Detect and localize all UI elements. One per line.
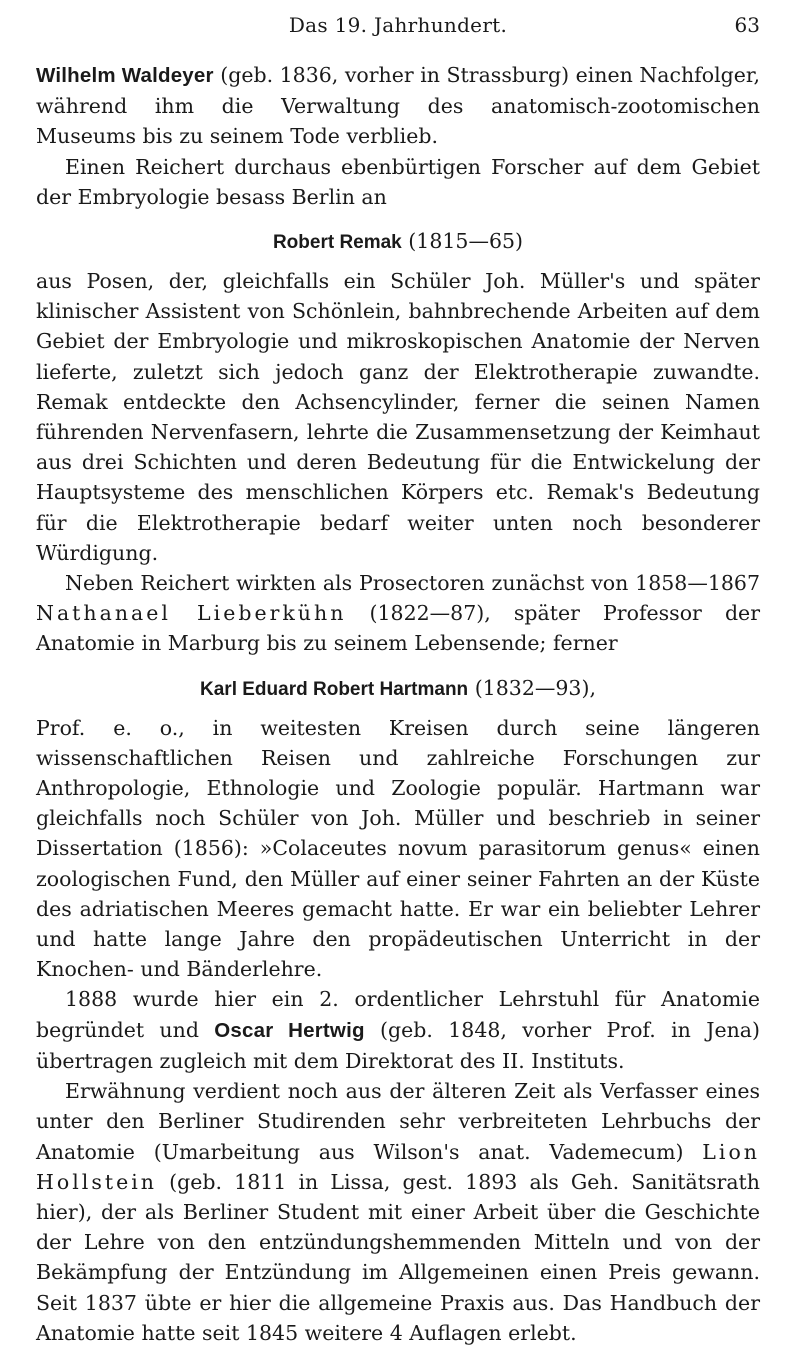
person-name-lieberkuehn: Nathanael Lieberkühn bbox=[36, 601, 347, 626]
page-number: 63 bbox=[734, 13, 760, 37]
paragraph-hartmann bbox=[36, 713, 760, 985]
running-header bbox=[36, 10, 760, 40]
book-page bbox=[36, 10, 760, 1348]
paragraph-text: Einen Reichert durchaus ebenbürtigen Forscher auf dem Gebiet der Embryologie besass Berlin an bbox=[36, 154, 760, 209]
paragraph-lieberkuehn bbox=[36, 568, 760, 659]
paragraph-waldeyer bbox=[36, 60, 760, 152]
paragraph-hertwig bbox=[36, 984, 760, 1076]
paragraph-text: Neben Reichert wirkten als Prosectoren zunächst von 1858—1867 bbox=[65, 571, 760, 596]
running-title: Das 19. Jahrhundert. bbox=[288, 13, 508, 37]
section-heading-remak bbox=[36, 226, 760, 258]
paragraph-text: 1888 wurde hier ein 2. ordentlicher Lehrstuhl für Anatomie begründet und bbox=[36, 987, 760, 1042]
paragraph-remak-intro bbox=[36, 152, 760, 212]
paragraph-text: Erwähnung verdient noch aus der älteren Zeit als Verfasser eines unter den Berliner Studirenden sehr verbreiteten Lehrbuchs der Anatomie (Umarbeitung aus Wilson's anat. Vademecum) bbox=[36, 1079, 760, 1164]
heading-dates: (1815—65) bbox=[401, 229, 524, 254]
paragraph-text: (geb. 1848, vorher Prof. in Jena) übertragen zugleich mit dem Direktorat des II. Instituts. bbox=[36, 1017, 760, 1073]
section-heading-hartmann bbox=[36, 673, 760, 705]
person-name-hertwig: Oscar Hertwig bbox=[214, 1018, 365, 1042]
paragraph-remak bbox=[36, 266, 760, 568]
paragraph-text: (1822—87), später Professor der Anatomie in Marburg bis zu seinem Lebensende; ferner bbox=[36, 601, 760, 656]
person-name-hartmann: Karl Eduard Robert Hartmann bbox=[200, 678, 469, 700]
paragraph-text: (geb. 1811 in Lissa, gest. 1893 als Geh. Sanitätsrath hier), der als Berliner Student mit einer Arbeit über die Geschichte der Lehre von den entzündungshemmenden Mitteln und von der Bekämpfung der Entzündung im Allgemeinen einen Preis gewann. Seit 1837 übte er hier die allgemeine Praxis aus. Das Handbuch der Anatomie hatte seit 1845 weitere 4 Auflagen erlebt. bbox=[36, 1169, 760, 1345]
person-name-waldeyer: Wilhelm Waldeyer bbox=[36, 64, 214, 87]
paragraph-text: (geb. 1836, vorher in Strassburg) einen Nachfolger, während ihm die Verwaltung des anatomisch-zootomischen Museums bis zu seinem Tode verblieb. bbox=[36, 63, 760, 149]
heading-dates: (1832—93), bbox=[468, 675, 596, 700]
paragraph-text: Prof. e. o., in weitesten Kreisen durch seine längeren wissenschaftlichen Reisen und zahlreiche Forschungen zur Anthropologie, Ethnologie und Zoologie populär. Hartmann war gleichfalls noch Schüler von Joh. Müller und beschrieb in seiner Dissertation (1856): »Colaceutes novum parasitorum genus« einen zoologischen Fund, den Müller auf einer seiner Fahrten an der Küste des adriatischen Meeres gemacht hatte. Er war ein beliebter Lehrer und hatte lange Jahre den propädeutischen Unterricht in der Knochen- und Bänderlehre. bbox=[36, 715, 760, 982]
body-text bbox=[36, 60, 760, 1348]
paragraph-text: aus Posen, der, gleichfalls ein Schüler Joh. Müller's und später klinischer Assistent von Schönlein, bahnbrechende Arbeiten auf dem Gebiet der Embryologie und mikroskopischen Anatomie der Nerven lieferte, zuletzt sich jedoch ganz der Elektrotherapie zuwandte. Remak entdeckte den Achsencylinder, ferner die seinen Namen führenden Nervenfasern, lehrte die Zusammensetzung der Keimhaut aus drei Schichten und deren Bedeutung für die Entwickelung der Hauptsysteme des menschlichen Körpers etc. Remak's Bedeutung für die Elektrotherapie bedarf weiter unten noch besonderer Würdigung. bbox=[36, 269, 760, 565]
person-name-hollstein: Lion Hollstein bbox=[36, 1139, 760, 1194]
paragraph-hollstein bbox=[36, 1076, 760, 1348]
person-name-remak: Robert Remak bbox=[272, 232, 402, 254]
